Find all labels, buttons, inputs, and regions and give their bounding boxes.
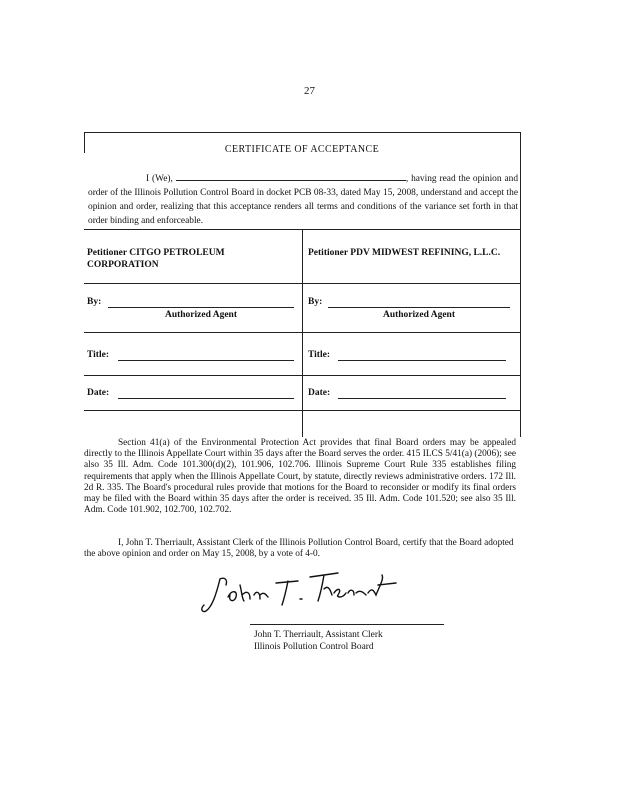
divider-line — [84, 332, 520, 333]
authorized-agent-right: Authorized Agent — [382, 310, 456, 320]
signer-organization: Illinois Pollution Control Board — [254, 641, 374, 652]
by-signature-field-right[interactable] — [328, 307, 510, 308]
handwritten-signature — [198, 565, 398, 625]
petitioner-pdv: Petitioner PDV MIDWEST REFINING, L.L.C. — [308, 248, 501, 258]
authorized-agent-left: Authorized Agent — [164, 310, 238, 320]
name-blank-field[interactable] — [176, 171, 406, 181]
certificate-body — [88, 171, 518, 228]
certification-text: I, John T. Therriault, Assistant Clerk of the Illinois Pollution Control Board, certify that the Board adopted the above opinion and order on May 15, 2008, by a vote of 4-0. — [84, 538, 514, 560]
divider-line — [84, 410, 520, 411]
divider-line — [84, 375, 520, 376]
certificate-title: CERTIFICATE OF ACCEPTANCE — [224, 144, 380, 155]
date-label-right: Date: — [308, 388, 331, 398]
certificate-statement: , having read the opinion and order of the Illinois Pollution Control Board in docket PCB 08-33, dated May 15, 2008, understand and accept the opinion and order, realizing that this acceptance renders all terms and conditions of the variance set forth in that order binding and enforceable. — [88, 174, 519, 226]
by-signature-field-left[interactable] — [108, 307, 294, 308]
certificate-intro: I (We), — [146, 174, 173, 184]
clerk-certification — [84, 538, 516, 560]
title-label-left: Title: — [87, 350, 109, 360]
petitioner-citgo: Petitioner CITGO PETROLEUM CORPORATION — [87, 248, 225, 270]
date-label-left: Date: — [87, 388, 110, 398]
signer-name-title: John T. Therriault, Assistant Clerk — [254, 630, 383, 640]
page-number: 27 — [304, 85, 315, 97]
by-label-right: By: — [308, 297, 323, 307]
signer-block — [254, 630, 383, 653]
by-label-left: By: — [87, 297, 102, 307]
date-field-right[interactable] — [338, 398, 506, 399]
signature-line — [250, 624, 444, 625]
date-field-left[interactable] — [118, 398, 294, 399]
divider-line — [84, 283, 520, 284]
title-field-left[interactable] — [118, 360, 294, 361]
title-field-right[interactable] — [338, 360, 506, 361]
appeal-notice-text: Section 41(a) of the Environmental Protection Act provides that final Board orders may be appealed directly to the Illinois Appellate Court within 35 days after the Board serves the order. 415 ILCS 5/41(a) (2006); see also 35 Ill. Adm. Code 101.300(d)(2), 101.906, 102.706. Illinois Supreme Court Rule 335 establishes filing requirements that apply when the Illinois Appellate Court, by statute, directly reviews administrative orders. 172 Ill. 2d R. 335. The Board's procedural rules provide that motions for the Board to reconsider or modify its final orders may be filed with the Board within 35 days after the order is received. 35 Ill. Adm. Code 101.520; see also 35 Ill. Adm. Code 101.902, 102.700, 102.702. — [84, 438, 516, 516]
certificate-of-acceptance-form — [84, 132, 521, 437]
title-label-right: Title: — [308, 350, 330, 360]
column-divider — [302, 229, 303, 437]
appeal-notice — [84, 438, 516, 516]
